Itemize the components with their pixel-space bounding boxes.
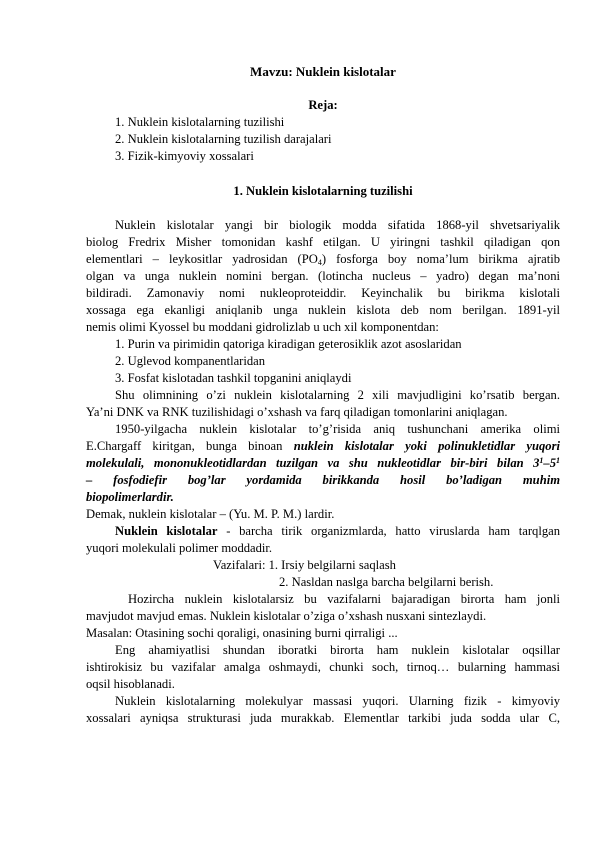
body-line: E.Chargaff kiritgan, bunga binoan nuklein kislotalar yoki polinukletidlar yuqori xyxy=(86,439,560,453)
body-line: xossalari ayniqsa strukturasi juda murakkab. Elementlar tarkibi juda sodda ular C, xyxy=(86,711,560,725)
body-line: bildiradi. Zamonaviy nomi nukleoproteiddir. Keyinchalik bu birikma kislotali xyxy=(86,286,560,300)
body-line: ishtirokisiz bu vazifalar amalga oshmaydi, chunki soch, tirnoq… bularning hammasi xyxy=(86,660,560,674)
document-title: Mavzu: Nuklein kislotalar xyxy=(250,64,396,79)
body-line: oqsil hisoblanadi. xyxy=(86,677,175,691)
body-line: elementlari – leykositlar yadrosidan $(PO_4)$ fosforga boy noma’lum birikma ajratib xyxy=(86,252,560,267)
emphasis-line: biopolimerlardir. xyxy=(86,490,174,504)
body-line: Ya’ni DNK va RNK tuzilishidagi o’xshash va farq qiladigan tomonlarini aniqlagan. xyxy=(86,405,508,419)
plan-item: 3. Fizik-kimyoviy xossalari xyxy=(115,149,254,163)
functions-line: 2. Nasldan naslga barcha belgilarni berish. xyxy=(279,575,494,589)
plan-heading: Reja: xyxy=(308,98,338,112)
list-item: 1. Purin va pirimidin qatoriga kiradigan geterosiklik azot asoslaridan xyxy=(115,337,462,351)
body-line: Hozircha nuklein kislotalarsiz bu vazifalarni bajaradigan birorta ham jonli xyxy=(128,592,560,606)
body-line: Nuklein kislotalar yangi bir biologik modda sifatida 1868-yil shvetsariyalik xyxy=(115,218,560,232)
section-heading: 1. Nuklein kislotalarning tuzilishi xyxy=(233,184,413,198)
body-line: Eng ahamiyatlisi shundan iboratki birorta ham nuklein kislotalar oqsillar xyxy=(115,643,560,657)
term-bold: Nuklein kislotalar xyxy=(115,524,218,538)
body-line: Demak, nuklein kislotalar – (Yu. M. P. M.) lardir. xyxy=(86,507,335,521)
body-line: Nuklein kislotalar - barcha tirik organizmlarda, hatto viruslarda ham tarqlgan xyxy=(115,524,560,538)
body-line: Nuklein kislotalarning molekulyar massasi yuqori. Ularning fizik - kimyoviy xyxy=(115,694,560,708)
body-line: Masalan: Otasining sochi qoraligi, onasining burni qirraligi ... xyxy=(86,626,398,640)
list-item: 2. Uglevod kompanentlaridan xyxy=(115,354,266,368)
body-line: yuqori molekulali polimer moddadir. xyxy=(86,541,273,555)
body-line: xossaga ega ekanligi aniqlanib unga nuklein kislota deb nom berilgan. 1891-yil xyxy=(86,303,560,317)
functions-line: Vazifalari: 1. Irsiy belgilarni saqlash xyxy=(213,558,396,572)
emphasis-line: – fosfodiefir bog’lar yordamida birikkanda hosil bo’ladigan muhim xyxy=(86,473,560,487)
body-line: Shu olimnining o’zi nuklein kislotalarning 2 xili mavjudligini ko’rsatib bergan. xyxy=(115,388,560,402)
list-item: 3. Fosfat kislotadan tashkil topganini aniqlaydi xyxy=(115,371,352,385)
body-line: nemis olimi Kyossel bu moddani gidrolizlab u uch xil komponentdan: xyxy=(86,320,439,334)
body-line: biolog Fredrix Misher tomonidan kashf etilgan. U yiringni tashkil qiladigan qon xyxy=(86,235,560,249)
plan-item: 2. Nuklein kislotalarning tuzilish darajalari xyxy=(115,132,332,146)
body-line: mavjudot mavjud emas. Nuklein kislotalar o’ziga o’xshash nusxani sintezlaydi. xyxy=(86,609,487,623)
body-line: 1950-yilgacha nuklein kislotalar to’g’risida aniq tushunchani amerika olimi xyxy=(115,422,560,436)
plan-item: 1. Nuklein kislotalarning tuzilishi xyxy=(115,115,285,129)
body-line: olgan va unga nuklein nomini bergan. (lotincha nucleus – yadro) degan ma’noni xyxy=(86,269,560,283)
emphasis-line: molekulali, mononukleotidlardan tuzilgan va shu nukleotidlar bir-biri bilan $3^1-5^1$ xyxy=(86,456,560,470)
emphasis-text: nuklein kislotalar yoki polinukletidlar yuqori xyxy=(293,439,560,453)
